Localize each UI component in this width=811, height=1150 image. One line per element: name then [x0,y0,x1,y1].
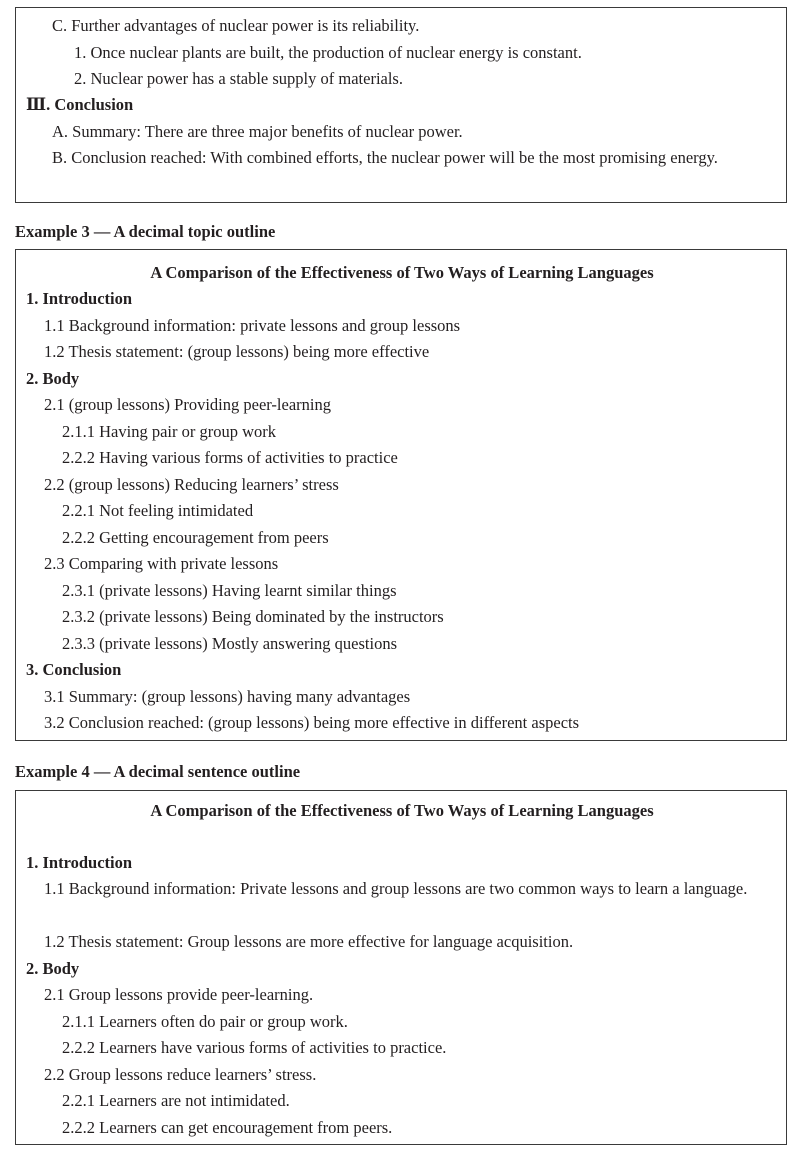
section-heading: 2. Body [26,369,80,388]
outline-item: 2.3 Comparing with private lessons [44,554,279,573]
outline-item: C. Further advantages of nuclear power is its reliability. [52,16,420,35]
outline-item: 2.2.2 Getting encouragement from peers [62,528,329,547]
outline-item: 1.2 Thesis statement: Group lessons are more effective for language acquisition. [44,932,574,951]
outline-item: 1.2 Thesis statement: (group lessons) being more effective [44,342,430,361]
outline-item: 2.2.1 Not feeling intimidated [62,501,254,520]
outline-item: A. Summary: There are three major benefits of nuclear power. [52,122,463,141]
outline-item-wrapped: B. Conclusion reached: With combined efforts, the nuclear power will be the most promising energy. [52,148,718,167]
outline-title: A Comparison of the Effectiveness of Two Ways of Learning Languages [150,801,654,820]
outline-item: 2.3.2 (private lessons) Being dominated by the instructors [62,607,444,626]
outline-item: 2.2.2 Having various forms of activities to practice [62,448,398,467]
outline-item: 2.2.2 Learners have various forms of activities to practice. [62,1038,447,1057]
outline-item: 2.3.1 (private lessons) Having learnt similar things [62,581,397,600]
section-heading: 1. Introduction [26,853,133,872]
section-heading: 2. Body [26,959,80,978]
example-3-heading: Example 3 — A decimal topic outline [15,222,276,241]
outline-box-example-3 [15,249,787,741]
section-heading: 1. Introduction [26,289,133,308]
outline-item: 2.1 (group lessons) Providing peer-learning [44,395,331,414]
outline-item-wrapped: 1.1 Background information: Private lessons and group lessons are two common ways to learn a language. [44,879,748,898]
outline-item: 2.2 Group lessons reduce learners’ stress. [44,1065,317,1084]
outline-box-example-4 [15,790,787,1145]
outline-item: 1. Once nuclear plants are built, the production of nuclear energy is constant. [74,43,582,62]
outline-box-continued [15,7,787,203]
outline-item: 2.2 (group lessons) Reducing learners’ stress [44,475,339,494]
outline-item: 2.1.1 Learners often do pair or group work. [62,1012,348,1031]
outline-item: 2.2.2 Learners can get encouragement from peers. [62,1118,393,1137]
outline-title: A Comparison of the Effectiveness of Two Ways of Learning Languages [150,263,654,282]
outline-item: 3.1 Summary: (group lessons) having many advantages [44,687,411,706]
outline-item: 2.1 Group lessons provide peer-learning. [44,985,314,1004]
section-heading: 3. Conclusion [26,660,122,679]
outline-item: 2.1.1 Having pair or group work [62,422,277,441]
outline-item: 2. Nuclear power has a stable supply of materials. [74,69,403,88]
example-4-heading: Example 4 — A decimal sentence outline [15,762,301,781]
section-heading: Ⅲ. Conclusion [26,95,134,114]
outline-item: 1.1 Background information: private lessons and group lessons [44,316,461,335]
outline-item: 2.2.1 Learners are not intimidated. [62,1091,290,1110]
outline-item: 2.3.3 (private lessons) Mostly answering questions [62,634,398,653]
outline-item: 3.2 Conclusion reached: (group lessons) being more effective in different aspects [44,713,580,732]
